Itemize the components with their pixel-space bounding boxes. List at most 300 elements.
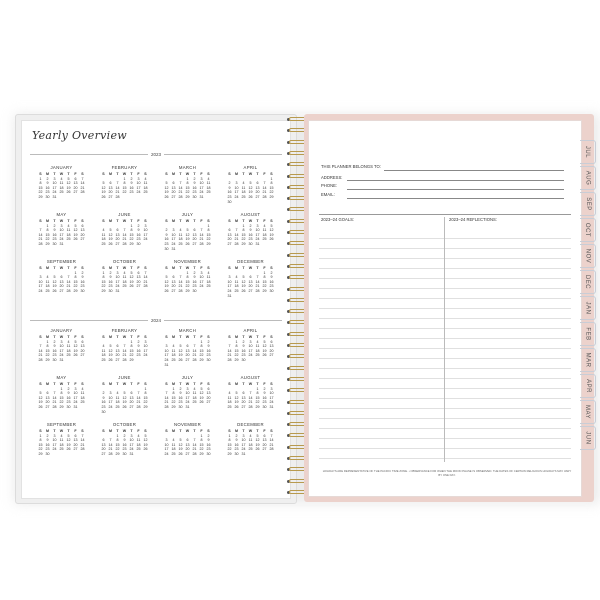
day-number: 2 <box>67 386 70 391</box>
day-number: 11 <box>143 181 148 186</box>
day-number: 10 <box>143 228 148 233</box>
day-grid <box>156 172 219 200</box>
day-number: 20 <box>206 395 211 400</box>
day-number: 29 <box>227 451 232 456</box>
day-number: 26 <box>108 357 113 362</box>
weekday-header: W <box>185 219 190 223</box>
month-name: JULY <box>181 375 194 380</box>
day-number: 24 <box>143 353 148 358</box>
day-number: 21 <box>164 400 169 405</box>
day-number: 29 <box>262 288 267 293</box>
goals-heading: 2023–24 GOALS: <box>321 217 355 222</box>
day-number: 2 <box>53 339 56 344</box>
day-number: 18 <box>206 185 211 190</box>
day-number: 21 <box>108 447 113 452</box>
day-number: 3 <box>165 438 168 443</box>
day-number: 13 <box>80 344 85 349</box>
day-number: 23 <box>164 241 169 246</box>
day-number: 6 <box>172 275 175 280</box>
weekday-header: F <box>74 335 77 339</box>
day-number: 8 <box>46 228 49 233</box>
day-number: 18 <box>192 395 197 400</box>
day-number: 14 <box>227 348 232 353</box>
day-number: 4 <box>179 228 182 233</box>
day-number: 27 <box>255 194 260 199</box>
day-number: 19 <box>164 190 169 195</box>
day-number: 22 <box>199 353 204 358</box>
day-number: 18 <box>66 232 71 237</box>
day-number: 20 <box>185 353 190 358</box>
day-number: 7 <box>109 438 112 443</box>
month-tab-jun[interactable] <box>580 426 596 450</box>
day-number: 7 <box>193 344 196 349</box>
day-number: 21 <box>122 353 127 358</box>
day-number: 24 <box>241 447 246 452</box>
day-number: 17 <box>143 348 148 353</box>
weekday-header: T <box>256 335 259 339</box>
day-number: 5 <box>179 438 182 443</box>
day-number: 14 <box>66 279 71 284</box>
day-number: 28 <box>192 451 197 456</box>
day-number: 18 <box>262 232 267 237</box>
day-grid <box>93 429 156 457</box>
day-number: 19 <box>38 400 43 405</box>
day-number: 20 <box>185 447 190 452</box>
weekday-header: T <box>116 266 119 270</box>
day-number: 6 <box>81 339 84 344</box>
day-number: 7 <box>200 228 203 233</box>
reflections-heading: 2023–24 REFLECTIONS: <box>449 217 497 222</box>
day-number: 22 <box>255 400 260 405</box>
day-number: 25 <box>248 447 253 452</box>
day-number: 2 <box>193 176 196 181</box>
day-number: 12 <box>199 391 204 396</box>
day-number: 12 <box>241 279 246 284</box>
weekday-header: M <box>172 172 175 176</box>
day-number: 19 <box>199 395 204 400</box>
weekday-header: T <box>116 429 119 433</box>
day-number: 30 <box>52 357 57 362</box>
month-tab-label: JUL <box>584 145 591 159</box>
day-number: 6 <box>263 433 266 438</box>
day-number: 23 <box>227 194 232 199</box>
owner-info <box>321 163 381 199</box>
weekday-header: T <box>116 172 119 176</box>
day-number: 29 <box>269 194 274 199</box>
month-tab-apr[interactable] <box>580 374 596 398</box>
day-number: 24 <box>164 451 169 456</box>
day-number: 8 <box>207 228 210 233</box>
day-number: 31 <box>73 404 78 409</box>
day-number: 12 <box>129 275 134 280</box>
day-number: 16 <box>108 279 113 284</box>
day-number: 4 <box>242 181 245 186</box>
phone-label: PHONE: <box>321 183 338 188</box>
day-number: 8 <box>186 181 189 186</box>
day-number: 16 <box>241 348 246 353</box>
belongs-to-line <box>384 170 564 171</box>
day-number: 26 <box>255 447 260 452</box>
day-number: 5 <box>123 391 126 396</box>
weekday-header: T <box>53 266 56 270</box>
day-number: 15 <box>171 395 176 400</box>
day-number: 19 <box>234 400 239 405</box>
weekday-header: W <box>59 219 64 223</box>
day-number: 19 <box>178 447 183 452</box>
day-number: 17 <box>199 185 204 190</box>
month-tab-nov[interactable] <box>580 244 596 268</box>
day-number: 1 <box>39 176 42 181</box>
day-number: 19 <box>248 190 253 195</box>
day-number: 28 <box>108 451 113 456</box>
day-number: 28 <box>80 190 85 195</box>
day-number: 10 <box>73 391 78 396</box>
day-number: 16 <box>227 190 232 195</box>
month-calendar <box>156 259 219 297</box>
day-number: 19 <box>66 185 71 190</box>
weekday-header: M <box>46 172 49 176</box>
weekday-header: F <box>263 429 266 433</box>
day-number: 20 <box>59 284 64 289</box>
month-tab-jul[interactable] <box>580 140 596 164</box>
day-number: 13 <box>255 185 260 190</box>
day-number: 19 <box>73 348 78 353</box>
day-number: 28 <box>164 404 169 409</box>
month-tab-oct[interactable] <box>580 218 596 242</box>
weekday-header: S <box>228 172 231 176</box>
day-number: 19 <box>101 190 106 195</box>
weekday-header: S <box>270 382 273 386</box>
day-number: 27 <box>227 241 232 246</box>
weekday-header: S <box>207 266 210 270</box>
day-number: 16 <box>80 279 85 284</box>
day-number: 18 <box>234 284 239 289</box>
weekday-header: T <box>67 335 70 339</box>
day-number: 28 <box>115 194 120 199</box>
day-number: 4 <box>172 344 175 349</box>
weekday-header: S <box>81 335 84 339</box>
day-number: 28 <box>269 447 274 452</box>
weekday-header: W <box>59 335 64 339</box>
day-number: 27 <box>248 288 253 293</box>
day-number: 19 <box>52 284 57 289</box>
day-number: 24 <box>269 400 274 405</box>
day-number: 30 <box>269 288 274 293</box>
day-number: 7 <box>81 433 84 438</box>
day-number: 18 <box>101 237 106 242</box>
day-number: 5 <box>270 223 273 228</box>
weekday-header: W <box>122 219 127 223</box>
day-number: 19 <box>129 279 134 284</box>
weekday-header: T <box>130 266 133 270</box>
day-number: 3 <box>186 386 189 391</box>
day-number: 22 <box>143 400 148 405</box>
month-calendar <box>219 212 282 250</box>
day-number: 28 <box>52 404 57 409</box>
month-tab-aug[interactable] <box>580 166 596 190</box>
day-number: 11 <box>101 232 106 237</box>
day-number: 6 <box>186 344 189 349</box>
day-number: 8 <box>200 344 203 349</box>
month-name: JUNE <box>118 375 131 380</box>
day-number: 10 <box>241 438 246 443</box>
day-number: 12 <box>234 395 239 400</box>
day-number: 23 <box>262 400 267 405</box>
day-number: 9 <box>228 185 231 190</box>
day-number: 28 <box>199 241 204 246</box>
day-number: 7 <box>235 228 238 233</box>
day-number: 14 <box>192 348 197 353</box>
day-number: 28 <box>38 241 43 246</box>
day-number: 27 <box>185 357 190 362</box>
calendar-grid-2023 <box>30 165 282 297</box>
day-number: 20 <box>192 237 197 242</box>
day-number: 24 <box>171 241 176 246</box>
day-number: 12 <box>108 348 113 353</box>
day-number: 30 <box>234 451 239 456</box>
day-number: 10 <box>143 344 148 349</box>
day-number: 31 <box>52 194 57 199</box>
day-number: 9 <box>179 391 182 396</box>
weekday-header: M <box>46 219 49 223</box>
day-number: 11 <box>248 438 253 443</box>
day-number: 22 <box>45 353 50 358</box>
day-number: 1 <box>130 339 133 344</box>
weekday-header: W <box>122 429 127 433</box>
day-number: 11 <box>227 395 232 400</box>
day-number: 9 <box>81 275 84 280</box>
day-number: 12 <box>248 185 253 190</box>
day-number: 29 <box>38 194 43 199</box>
month-tab-label: AUG <box>584 170 591 186</box>
day-number: 30 <box>206 451 211 456</box>
day-number: 11 <box>206 275 211 280</box>
day-number: 4 <box>46 275 49 280</box>
weekday-header: W <box>248 266 253 270</box>
day-number: 10 <box>255 228 260 233</box>
day-number: 29 <box>59 404 64 409</box>
day-number: 1 <box>235 339 238 344</box>
day-grid <box>30 429 93 457</box>
day-number: 27 <box>73 447 78 452</box>
weekday-header: F <box>263 266 266 270</box>
day-number: 9 <box>270 275 273 280</box>
day-number: 22 <box>234 353 239 358</box>
day-number: 9 <box>207 344 210 349</box>
day-number: 1 <box>186 270 189 275</box>
weekday-header: W <box>248 219 253 223</box>
day-number: 5 <box>256 433 259 438</box>
weekday-header: T <box>193 429 196 433</box>
day-grid <box>93 219 156 247</box>
day-number: 13 <box>136 275 141 280</box>
day-number: 28 <box>234 241 239 246</box>
day-number: 23 <box>52 353 57 358</box>
day-number: 14 <box>136 395 141 400</box>
day-number: 13 <box>115 232 120 237</box>
day-number: 6 <box>116 228 119 233</box>
day-number: 24 <box>52 447 57 452</box>
day-number: 13 <box>241 395 246 400</box>
section-rule <box>319 214 571 215</box>
day-number: 23 <box>248 237 253 242</box>
month-calendar <box>156 328 219 366</box>
weekday-header: S <box>81 266 84 270</box>
month-tab-feb[interactable] <box>580 322 596 346</box>
month-tab-label: SEP <box>584 197 591 211</box>
month-tab-sep[interactable] <box>580 192 596 216</box>
month-tab-mar[interactable] <box>580 348 596 372</box>
day-number: 4 <box>102 344 105 349</box>
day-grid <box>30 335 93 363</box>
day-number: 19 <box>262 348 267 353</box>
day-number: 9 <box>235 438 238 443</box>
day-number: 10 <box>164 348 169 353</box>
day-number: 29 <box>129 241 134 246</box>
day-number: 19 <box>269 232 274 237</box>
day-number: 12 <box>52 279 57 284</box>
weekday-header: T <box>67 266 70 270</box>
day-number: 21 <box>248 400 253 405</box>
weekday-header: S <box>102 219 105 223</box>
day-number: 18 <box>59 442 64 447</box>
month-tab-may[interactable] <box>580 400 596 424</box>
weekday-header: M <box>172 429 175 433</box>
day-number: 24 <box>115 284 120 289</box>
day-number: 17 <box>241 442 246 447</box>
day-number: 17 <box>108 400 113 405</box>
day-number: 7 <box>270 433 273 438</box>
month-name: FEBRUARY <box>111 165 138 170</box>
day-number: 17 <box>171 237 176 242</box>
day-number: 2 <box>270 270 273 275</box>
month-name: FEBRUARY <box>111 328 138 333</box>
day-grid <box>156 219 219 251</box>
day-number: 3 <box>144 223 147 228</box>
day-number: 9 <box>102 395 105 400</box>
day-number: 5 <box>102 181 105 186</box>
month-tab-label: DEC <box>584 274 591 290</box>
month-tab-dec[interactable] <box>580 270 596 294</box>
weekday-header: S <box>165 382 168 386</box>
day-number: 16 <box>52 232 57 237</box>
day-number: 10 <box>199 275 204 280</box>
day-number: 9 <box>53 228 56 233</box>
day-number: 28 <box>66 288 71 293</box>
email-label: EMAIL: <box>321 191 335 197</box>
day-number: 27 <box>171 288 176 293</box>
day-number: 6 <box>116 344 119 349</box>
day-number: 3 <box>249 339 252 344</box>
ruled-lines <box>319 229 571 465</box>
belongs-to-label: THIS PLANNER BELONGS TO: <box>321 164 381 169</box>
day-grid <box>93 335 156 363</box>
day-number: 26 <box>178 451 183 456</box>
day-number: 19 <box>108 237 113 242</box>
day-number: 9 <box>137 344 140 349</box>
month-name: OCTOBER <box>112 422 137 427</box>
day-number: 16 <box>262 395 267 400</box>
weekday-header: T <box>193 266 196 270</box>
weekday-header: S <box>102 266 105 270</box>
month-name: OCTOBER <box>112 259 137 264</box>
day-number: 18 <box>241 190 246 195</box>
weekday-header: T <box>53 429 56 433</box>
day-number: 13 <box>129 395 134 400</box>
weekday-header: W <box>185 335 190 339</box>
day-number: 2 <box>242 339 245 344</box>
day-number: 1 <box>200 433 203 438</box>
day-number: 27 <box>206 400 211 405</box>
day-number: 26 <box>66 447 71 452</box>
weekday-header: S <box>144 219 147 223</box>
day-number: 26 <box>38 404 43 409</box>
day-number: 1 <box>200 339 203 344</box>
day-number: 25 <box>227 404 232 409</box>
day-number: 6 <box>207 386 210 391</box>
day-number: 13 <box>73 438 78 443</box>
day-number: 23 <box>52 237 57 242</box>
day-number: 5 <box>130 270 133 275</box>
day-number: 2 <box>137 223 140 228</box>
day-number: 21 <box>38 353 43 358</box>
day-number: 15 <box>262 279 267 284</box>
day-number: 18 <box>45 284 50 289</box>
day-number: 20 <box>45 400 50 405</box>
day-number: 5 <box>144 433 147 438</box>
day-number: 13 <box>227 232 232 237</box>
day-number: 13 <box>206 391 211 396</box>
day-number: 27 <box>101 451 106 456</box>
day-number: 1 <box>207 223 210 228</box>
day-number: 13 <box>45 395 50 400</box>
day-number: 30 <box>206 357 211 362</box>
day-grid <box>219 429 282 457</box>
day-number: 2 <box>207 339 210 344</box>
month-name: DECEMBER <box>237 422 264 427</box>
day-number: 25 <box>59 447 64 452</box>
day-number: 12 <box>38 395 43 400</box>
day-number: 16 <box>234 442 239 447</box>
month-name: APRIL <box>243 165 258 170</box>
day-number: 27 <box>129 404 134 409</box>
weekday-header: F <box>74 429 77 433</box>
day-number: 13 <box>185 348 190 353</box>
day-number: 15 <box>199 348 204 353</box>
day-number: 5 <box>186 228 189 233</box>
day-number: 19 <box>255 442 260 447</box>
day-number: 25 <box>192 400 197 405</box>
day-number: 22 <box>59 400 64 405</box>
weekday-header: F <box>74 219 77 223</box>
day-number: 23 <box>136 353 141 358</box>
day-number: 27 <box>185 451 190 456</box>
day-number: 25 <box>206 284 211 289</box>
day-number: 9 <box>130 181 133 186</box>
day-grid <box>30 219 93 247</box>
day-number: 29 <box>143 404 148 409</box>
day-number: 27 <box>262 447 267 452</box>
day-number: 20 <box>136 279 141 284</box>
day-number: 21 <box>136 400 141 405</box>
day-number: 20 <box>248 284 253 289</box>
day-number: 30 <box>52 241 57 246</box>
day-number: 2 <box>137 339 140 344</box>
day-number: 26 <box>248 194 253 199</box>
month-tab-jan[interactable] <box>580 296 596 320</box>
day-grid <box>219 172 282 204</box>
day-number: 22 <box>122 190 127 195</box>
